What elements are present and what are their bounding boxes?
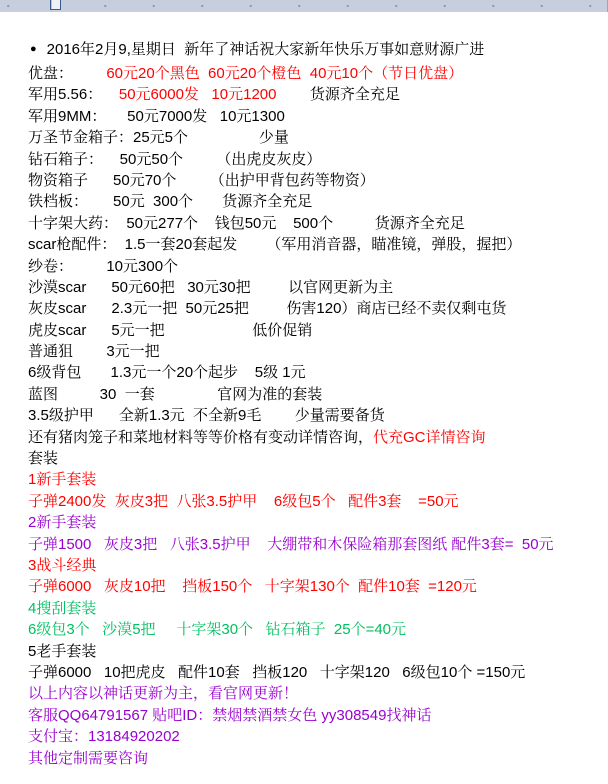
text-segment: 货源齐全充足 xyxy=(276,86,400,104)
text-line xyxy=(28,641,608,662)
text-line xyxy=(28,63,608,84)
text-line xyxy=(28,726,608,747)
text-segment: 代充GC详情咨询 xyxy=(373,428,486,446)
text-segment: 物资箱子 50元70个 （出护甲背包药等物资） xyxy=(28,171,375,189)
text-segment: 纱卷： 10元300个 xyxy=(28,257,179,275)
text-line xyxy=(28,213,608,234)
text-segment: 其他定制需要咨询 xyxy=(28,749,149,767)
text-segment: 军用5.56： xyxy=(28,86,119,104)
text-line xyxy=(28,106,608,127)
document-body xyxy=(0,12,608,769)
text-segment: 套装 xyxy=(28,450,59,468)
text-segment: 1新手套装 xyxy=(28,471,97,489)
text-line xyxy=(28,662,608,683)
text-line xyxy=(28,619,608,640)
text-segment: 50元6000发 10元1200 xyxy=(118,86,277,104)
text-line xyxy=(28,84,608,105)
text-segment: 6级背包 1.3元一个20个起步 5级 1元 xyxy=(28,364,306,382)
text-line xyxy=(28,491,608,512)
text-segment: 以上内容以神话更新为主，看官网更新！ xyxy=(28,685,299,703)
text-line xyxy=(28,576,608,597)
text-segment: 6级包3个 沙漠5把 十字架30个 钻石箱子 25个=40元 xyxy=(28,621,407,639)
text-segment: 3战斗经典 xyxy=(28,556,97,574)
text-line xyxy=(28,277,608,298)
text-segment: 4搜刮套装 xyxy=(28,599,97,617)
text-segment: 子弹6000 10把虎皮 配件10套 挡板120 十字架120 6级包10个 =150元 xyxy=(28,663,526,681)
text-segment: 蓝图 30 一套 官网为准的套装 xyxy=(28,385,323,403)
text-line xyxy=(28,320,608,341)
text-segment: 铁档板： 50元 300个 货源齐全充足 xyxy=(28,193,313,211)
text-line xyxy=(28,555,608,576)
text-segment: 子弹1500 灰皮3把 八张3.5护甲 大绷带和木保险箱那套图纸 配件3套= 50元 xyxy=(28,535,554,553)
text-segment: 优盘： xyxy=(28,65,107,82)
date-header-text: 2016年2月9,星期日 新年了神话祝大家新年快乐万事如意财源广进 xyxy=(46,41,485,58)
price-list xyxy=(28,63,608,769)
text-segment: 客服QQ64791567 贴吧ID：禁烟禁酒禁女色 yy308549找神话 xyxy=(28,706,432,724)
text-line xyxy=(28,234,608,255)
text-line xyxy=(28,683,608,704)
text-segment: 2新手套装 xyxy=(28,514,97,532)
window-top-ruler-bar xyxy=(0,0,608,12)
text-line xyxy=(28,149,608,170)
text-line xyxy=(28,405,608,426)
text-segment: 支付宝：13184920202 xyxy=(28,728,180,746)
text-segment: 沙漠scar 50元60把 30元30把 以官网更新为主 xyxy=(28,278,394,296)
text-line xyxy=(28,256,608,277)
text-line xyxy=(28,448,608,469)
text-segment: 灰皮scar 2.3元一把 50元25把 伤害120）商店已经不卖仅剩屯货 xyxy=(28,300,507,318)
text-segment: 万圣节金箱子：25元5个 少量 xyxy=(28,129,289,147)
text-line xyxy=(28,298,608,319)
text-line xyxy=(28,170,608,191)
text-segment: 还有猪肉笼子和菜地材料等等价格有变动详情咨询， xyxy=(28,428,374,446)
text-line xyxy=(28,341,608,362)
text-segment: 子弹6000 灰皮10把 挡板150个 十字架130个 配件10套 =120元 xyxy=(28,578,477,596)
text-segment: 3.5级护甲 全新1.3元 不全新9毛 少量需要备货 xyxy=(28,407,385,425)
text-line xyxy=(28,748,608,769)
placeholder-window-icon xyxy=(50,0,61,10)
text-line xyxy=(28,127,608,148)
text-line xyxy=(28,384,608,405)
text-segment: 十字架大药： 50元277个 钱包50元 500个 货源齐全充足 xyxy=(28,214,465,232)
text-line xyxy=(28,427,608,448)
date-header-line xyxy=(28,38,608,61)
text-segment: 军用9MM： 50元7000发 10元1300 xyxy=(28,107,285,125)
text-segment: 钻石箱子： 50元50个 （出虎皮灰皮） xyxy=(28,150,322,168)
text-line xyxy=(28,469,608,490)
text-line xyxy=(28,598,608,619)
text-line xyxy=(28,534,608,555)
text-segment: 普通狙 3元一把 xyxy=(28,343,160,361)
text-line xyxy=(28,705,608,726)
bullet-icon: ● xyxy=(30,43,37,55)
text-segment: 5老手套装 xyxy=(28,642,97,660)
text-segment: 子弹2400发 灰皮3把 八张3.5护甲 6级包5个 配件3套 =50元 xyxy=(28,492,459,510)
text-segment: scar枪配件： 1.5一套20套起发 （军用消音器，瞄准镜，弹股，握把） xyxy=(28,236,522,254)
text-segment: 60元20个黑色 60元20个橙色 40元10个（节日优盘） xyxy=(106,65,464,82)
text-segment: 虎皮scar 5元一把 低价促销 xyxy=(28,321,313,339)
text-line xyxy=(28,191,608,212)
text-line xyxy=(28,512,608,533)
text-line xyxy=(28,362,608,383)
